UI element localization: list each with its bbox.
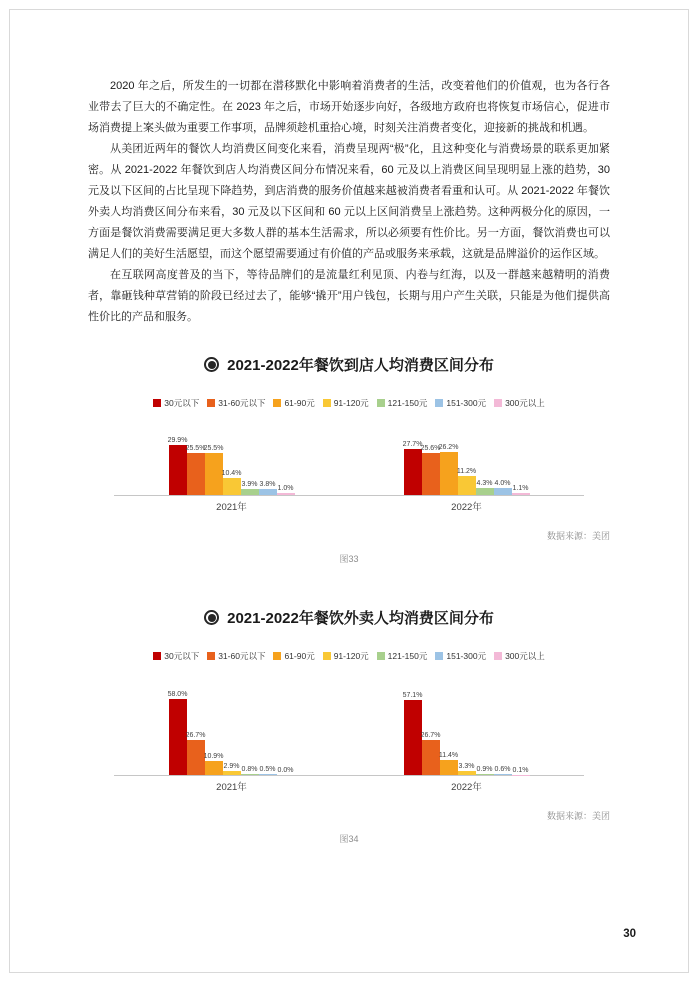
takeout-bar-chart	[88, 650, 610, 793]
legend-item	[323, 650, 369, 662]
legend-label: 30元以下	[164, 398, 200, 408]
bar	[458, 476, 476, 495]
plot-area	[114, 678, 584, 776]
category-label: 2021年	[216, 782, 247, 793]
bar-value-label: 10.9%	[203, 752, 224, 760]
bar-value-label: 25.6%	[420, 444, 441, 452]
bar-cell	[512, 485, 530, 495]
bar-value-label: 26.7%	[420, 732, 441, 740]
bar	[476, 488, 494, 495]
bar-value-label: 1.0%	[277, 485, 294, 493]
legend-swatch	[494, 652, 502, 660]
bar	[512, 493, 530, 495]
legend-label: 300元以上	[505, 398, 545, 408]
bar	[223, 478, 241, 495]
legend-item	[153, 397, 199, 409]
bar	[223, 771, 241, 775]
chart-title-takeout	[88, 607, 610, 628]
bar-group	[404, 692, 530, 775]
bar-value-label: 0.5%	[259, 766, 276, 774]
bar-cell	[259, 766, 277, 775]
bar	[169, 445, 187, 495]
legend-label: 30元以下	[164, 651, 200, 661]
bar-value-label: 27.7%	[402, 441, 423, 449]
legend-swatch	[435, 652, 443, 660]
bar-value-label: 10.4%	[221, 469, 242, 477]
page-number: 30	[623, 928, 636, 940]
legend-label: 31-60元以下	[218, 398, 266, 408]
legend-label: 121-150元	[387, 651, 428, 661]
legend-label: 151-300元	[446, 651, 487, 661]
legend-swatch	[207, 652, 215, 660]
bar-group	[169, 437, 295, 495]
legend-item	[435, 650, 486, 662]
bar-cell	[494, 766, 512, 775]
category-label: 2021年	[216, 502, 247, 513]
bar-value-label: 57.1%	[402, 692, 423, 700]
legend-item	[273, 650, 314, 662]
bar	[422, 740, 440, 775]
bullseye-icon-dot	[208, 361, 216, 369]
bar-cell	[223, 763, 241, 775]
legend-label: 91-120元	[333, 398, 369, 408]
bar	[259, 774, 277, 775]
category-label: 2022年	[451, 782, 482, 793]
bar-value-label: 3.8%	[259, 480, 276, 488]
chart-title-dine-in	[88, 354, 610, 375]
legend-swatch	[273, 399, 281, 407]
bar	[494, 488, 512, 495]
plot	[114, 678, 584, 793]
bar-value-label: 0.8%	[241, 765, 258, 773]
data-source: 数据来源：美团	[546, 531, 610, 541]
legend-swatch	[153, 652, 161, 660]
category-axis	[114, 779, 584, 793]
legend-item	[153, 650, 199, 662]
chart-block-dine-in	[88, 354, 610, 565]
chart-legend	[88, 650, 610, 662]
data-source: 数据来源：美团	[546, 811, 610, 821]
legend-item	[273, 397, 314, 409]
bar-value-label: 2.9%	[223, 763, 240, 771]
legend-swatch	[153, 399, 161, 407]
bar-value-label: 4.0%	[494, 480, 511, 488]
bar-cell	[404, 692, 422, 775]
bar-cell	[277, 767, 295, 775]
legend-label: 61-90元	[284, 651, 315, 661]
bar	[404, 700, 422, 775]
legend-swatch	[323, 399, 331, 407]
bar-cell	[476, 766, 494, 775]
chart-title-text: 2021-2022年餐饮外卖人均消费区间分布	[227, 610, 494, 627]
legend-swatch	[494, 399, 502, 407]
legend-label: 121-150元	[387, 398, 428, 408]
legend-item	[435, 397, 486, 409]
legend-swatch	[207, 399, 215, 407]
legend-swatch	[377, 652, 385, 660]
bar	[494, 774, 512, 775]
bar-cell	[458, 468, 476, 495]
legend-item	[207, 650, 265, 662]
bar-value-label: 1.1%	[512, 485, 529, 493]
bar-cell	[277, 485, 295, 495]
bar-cell	[422, 445, 440, 495]
bar	[440, 452, 458, 495]
bar-value-label: 0.0%	[277, 767, 294, 774]
plot	[114, 425, 584, 513]
bar-value-label: 26.7%	[185, 732, 206, 740]
bar-cell	[259, 481, 277, 495]
bar-cell	[476, 480, 494, 495]
paragraph-internet-era: 在互联网高度普及的当下，等待品牌们的是流量红利见顶、内卷与红海，以及一群越来越精明的消费者，靠砸钱种草营销的阶段已经过去了，能够“撬开”用户钱包，长期与用户产生关联，只能是为他们提供高性价比的产品和服务。	[88, 269, 610, 323]
bar-cell	[241, 481, 259, 495]
legend-label: 31-60元以下	[218, 651, 266, 661]
bar-value-label: 0.6%	[494, 766, 511, 774]
figure-caption: 图33	[339, 554, 359, 564]
legend-swatch	[377, 399, 385, 407]
bar	[277, 493, 295, 495]
bar	[241, 774, 259, 775]
legend-item	[377, 397, 428, 409]
chart-title-text: 2021-2022年餐饮到店人均消费区间分布	[227, 357, 494, 374]
bar	[440, 760, 458, 775]
bar-cell	[187, 445, 205, 495]
figure-caption: 图34	[339, 834, 359, 844]
legend-swatch	[323, 652, 331, 660]
legend-label: 61-90元	[284, 398, 315, 408]
legend-label: 91-120元	[333, 651, 369, 661]
bar-cell	[440, 752, 458, 775]
bar	[205, 761, 223, 775]
legend-swatch	[273, 652, 281, 660]
legend-label: 300元以上	[505, 651, 545, 661]
bar-value-label: 26.2%	[438, 443, 459, 451]
paragraph-intro: 2020 年之后，所发生的一切都在潜移默化中影响着消费者的生活，改变着他们的价值观，也为各行各业带去了巨大的不确定性。在 2023 年之后，市场开始逐步向好，各级地方政府也将恢复市场信心，促进市场消费提上案头做为重要工作事项，品牌须趁机重拾心境，时刻关注消费者变化，迎接新的挑战和机遇。	[88, 80, 610, 134]
bar	[205, 453, 223, 495]
dine-in-bar-chart	[88, 397, 610, 513]
bar-value-label: 4.3%	[476, 479, 493, 487]
chart-legend	[88, 397, 610, 409]
bar	[187, 453, 205, 495]
bar-cell	[205, 445, 223, 495]
bar-cell	[494, 480, 512, 495]
bullseye-icon	[204, 357, 219, 372]
bar-group	[404, 441, 530, 495]
bar-value-label: 11.2%	[456, 468, 477, 476]
legend-item	[377, 650, 428, 662]
bar-value-label: 29.9%	[167, 437, 188, 445]
paragraph-meituan-analysis: 从美团近两年的餐饮人均消费区间变化来看，消费呈现两“极”化，且这种变化与消费场景的联系更加紧密。从 2021-2022 年餐饮到店人均消费区间分布情况来看，60 元及以上消费区间呈现明显上涨的趋势，30 元及以下区间的占比呈现下降趋势，到店消费的服务价值越来越被消费者看重和认可。从 2021-2022 年餐饮外卖人均消费区间分布来看，30 元及以下区间和 60 元以上区间消费呈上涨趋势。这种两极分化的原因，一方面是餐饮消费需要满足更大多数人群的基本生活需求，所以必须要有性价比。另一方面，餐饮消费也可以满足人们的美好生活愿望，而这个愿望需要通过有价值的产品或服务来承载，这就是品牌溢价的运作区域。	[88, 143, 610, 260]
category-label: 2022年	[451, 502, 482, 513]
bar	[187, 740, 205, 775]
legend-item	[494, 650, 545, 662]
legend-item	[207, 397, 265, 409]
plot-area	[114, 425, 584, 496]
bar-cell	[241, 766, 259, 775]
bar	[422, 453, 440, 495]
bar-cell	[422, 732, 440, 775]
bar-value-label: 58.0%	[167, 691, 188, 699]
legend-label: 151-300元	[446, 398, 487, 408]
bar-cell	[223, 470, 241, 495]
bar	[169, 699, 187, 775]
legend-item	[323, 397, 369, 409]
bar-value-label: 3.3%	[458, 762, 475, 770]
bar	[476, 774, 494, 775]
legend-swatch	[435, 399, 443, 407]
chart-block-takeout	[88, 607, 610, 845]
bar-value-label: 0.9%	[476, 765, 493, 773]
bar-cell	[169, 437, 187, 495]
bar-cell	[205, 753, 223, 775]
bar-group	[169, 691, 295, 775]
category-axis	[114, 499, 584, 513]
bar-value-label: 3.9%	[241, 480, 258, 488]
bar-cell	[512, 767, 530, 775]
bullseye-icon-dot	[208, 614, 216, 622]
bar	[458, 771, 476, 775]
bar-cell	[169, 691, 187, 775]
bar	[259, 489, 277, 495]
bar	[241, 489, 259, 495]
bar	[404, 449, 422, 495]
legend-item	[494, 397, 545, 409]
bullseye-icon	[204, 610, 219, 625]
bar-value-label: 11.4%	[438, 752, 459, 760]
bar-cell	[187, 732, 205, 775]
bar-value-label: 25.5%	[203, 444, 224, 452]
bar-cell	[458, 763, 476, 775]
bar-cell	[404, 441, 422, 495]
bar-value-label: 0.1%	[512, 766, 529, 774]
bar-value-label: 25.5%	[185, 444, 206, 452]
bar-cell	[440, 444, 458, 495]
